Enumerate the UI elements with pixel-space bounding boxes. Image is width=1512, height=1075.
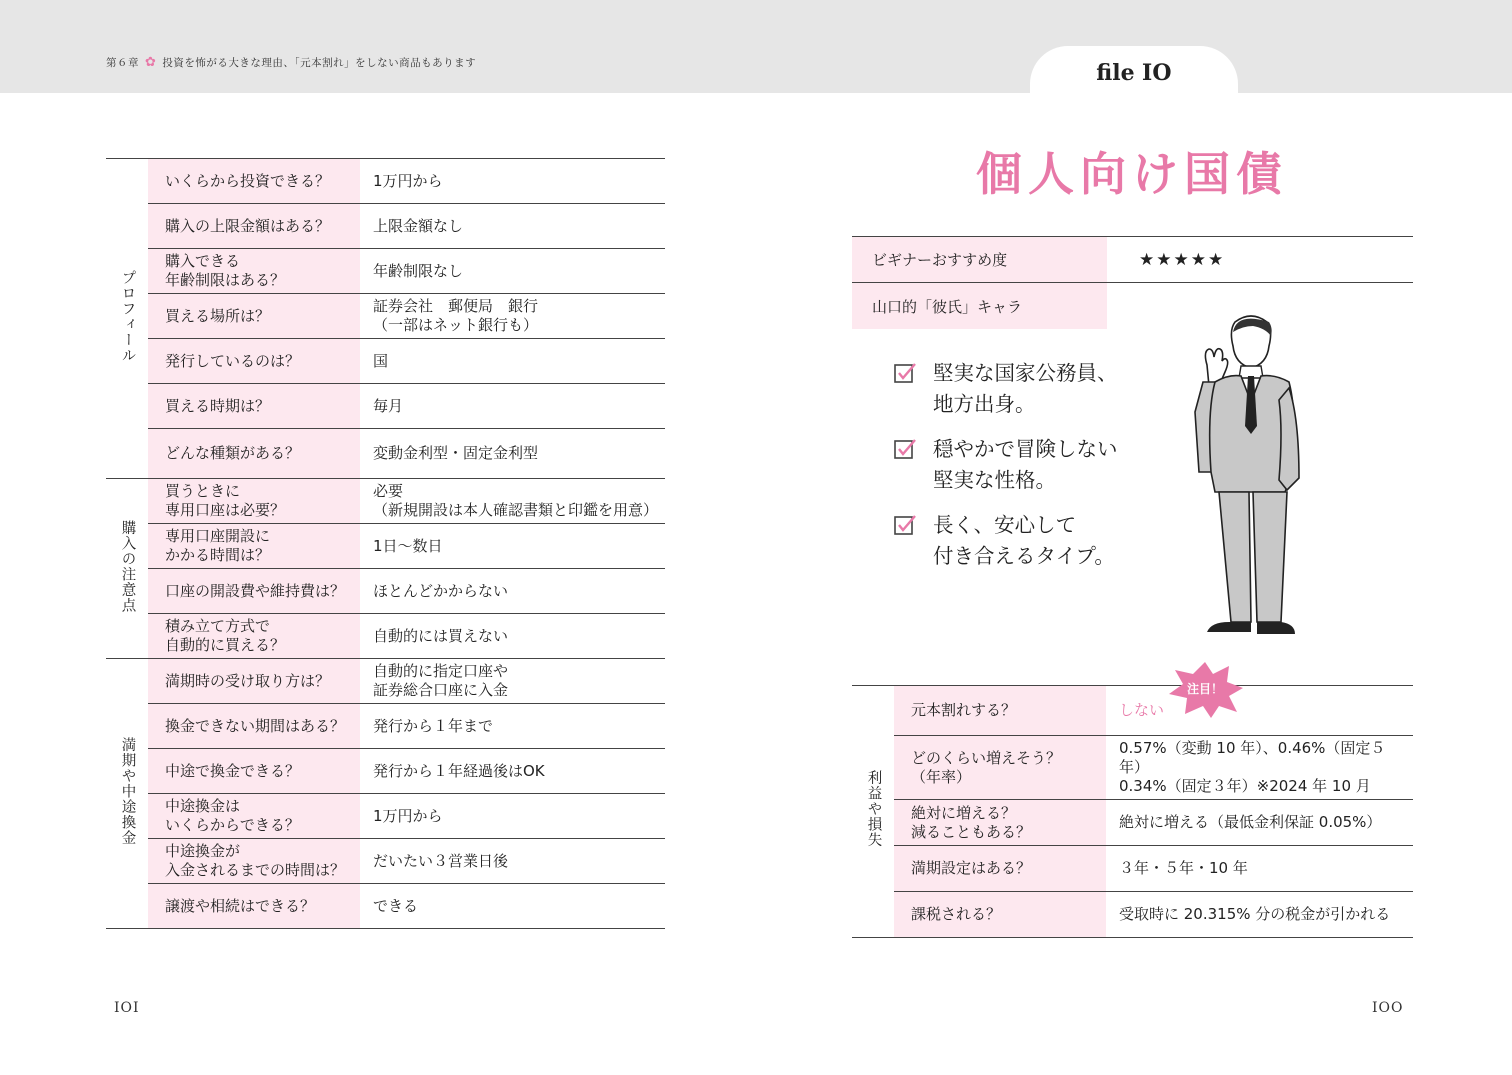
table-row bbox=[106, 749, 665, 794]
table-row bbox=[106, 659, 665, 704]
question-cell: 課税される？ bbox=[894, 892, 1106, 938]
answer-cell: 発行から１年まで bbox=[360, 704, 665, 749]
answer-cell: 0.57%（変動 10 年）、0.46%（固定５年） 0.34%（固定３年）※2024 年 10 月 bbox=[1106, 736, 1413, 800]
answer-cell: 発行から１年経過後はOK bbox=[360, 749, 665, 794]
question-cell: 中途換金は いくらからできる？ bbox=[148, 794, 360, 839]
question-cell: 満期時の受け取り方は？ bbox=[148, 659, 360, 704]
page-title: 個人向け国債 bbox=[976, 147, 1288, 201]
answer-cell: 証券会社 郵便局 銀行 （一部はネット銀行も） bbox=[360, 294, 665, 339]
category-cell bbox=[852, 686, 894, 938]
trait-text: 堅実な国家公務員、 地方出身。 bbox=[933, 361, 1118, 416]
question-cell: 口座の開設費や維持費は？ bbox=[148, 569, 360, 614]
table-row bbox=[106, 159, 665, 204]
answer-cell: 年齢制限なし bbox=[360, 249, 665, 294]
category-label: プロフィール bbox=[119, 269, 136, 363]
chapter-title: 投資を怖がる大きな理由、「元本割れ」をしない商品もあります bbox=[162, 57, 477, 69]
table-row bbox=[106, 524, 665, 569]
table-row bbox=[106, 339, 665, 384]
table-row bbox=[852, 846, 1413, 892]
answer-cell: ほとんどかからない bbox=[360, 569, 665, 614]
file-number: OI bbox=[1142, 60, 1172, 86]
question-cell: いくらから投資できる？ bbox=[148, 159, 360, 204]
table-row bbox=[852, 892, 1413, 938]
question-cell: 買える時期は？ bbox=[148, 384, 360, 429]
trait-item bbox=[893, 434, 1118, 496]
question-cell: 中途換金が 入金されるまでの時間は？ bbox=[148, 839, 360, 884]
table-row bbox=[106, 794, 665, 839]
answer-cell: 受取時に 20.315% 分の税金が引かれる bbox=[1106, 892, 1413, 938]
category-cell bbox=[106, 659, 148, 929]
right-spec-table bbox=[852, 685, 1413, 938]
answer-cell: 絶対に増える（最低金利保証 0.05%） bbox=[1106, 800, 1413, 846]
chapter-number: 第６章 bbox=[106, 57, 139, 69]
attention-badge: 注目！ bbox=[1186, 682, 1223, 696]
table-row bbox=[852, 686, 1413, 736]
question-cell: 買える場所は？ bbox=[148, 294, 360, 339]
file-label bbox=[1030, 60, 1238, 86]
rose-icon: ✿ bbox=[145, 55, 157, 70]
answer-cell: 上限金額なし bbox=[360, 204, 665, 249]
trait-text: 穏やかで冒険しない 堅実な性格。 bbox=[933, 437, 1118, 492]
table-row bbox=[106, 479, 665, 524]
question-cell: 積み立て方式で 自動的に買える？ bbox=[148, 614, 360, 659]
answer-cell: 1万円から bbox=[360, 159, 665, 204]
trait-text: 長く、安心して 付き合えるタイプ。 bbox=[933, 513, 1115, 568]
answer-cell: ３年・５年・10 年 bbox=[1106, 846, 1413, 892]
question-cell: 元本割れする？ bbox=[894, 686, 1106, 736]
question-cell: 中途で換金できる？ bbox=[148, 749, 360, 794]
left-spec-table bbox=[106, 158, 665, 929]
businessman-illustration bbox=[1185, 310, 1315, 650]
answer-cell: 国 bbox=[360, 339, 665, 384]
file-word: file bbox=[1096, 60, 1135, 86]
table-row bbox=[106, 249, 665, 294]
trait-item bbox=[893, 510, 1118, 572]
question-cell: 買うときに 専用口座は必要？ bbox=[148, 479, 360, 524]
page-number-right: IOO bbox=[1372, 1000, 1404, 1016]
star-rating: ★★★★★ bbox=[1107, 237, 1413, 283]
checkbox-icon bbox=[893, 361, 917, 385]
answer-cell: 自動的に指定口座や 証券総合口座に入金 bbox=[360, 659, 665, 704]
checkbox-icon bbox=[893, 437, 917, 461]
rating-table bbox=[852, 236, 1413, 329]
answer-cell: だいたい３営業日後 bbox=[360, 839, 665, 884]
question-cell: 換金できない期間はある？ bbox=[148, 704, 360, 749]
table-row bbox=[106, 614, 665, 659]
table-row bbox=[106, 294, 665, 339]
answer-cell: 必要 （新規開設は本人確認書類と印鑑を用意） bbox=[360, 479, 665, 524]
question-cell: 購入できる 年齢制限はある？ bbox=[148, 249, 360, 294]
trait-item bbox=[893, 358, 1118, 420]
category-label: 購入の注意点 bbox=[119, 519, 136, 613]
top-banner bbox=[0, 0, 1512, 93]
checkbox-icon bbox=[893, 513, 917, 537]
character-row bbox=[852, 283, 1413, 330]
table-row bbox=[106, 204, 665, 249]
question-cell: どんな種類がある？ bbox=[148, 429, 360, 479]
table-row bbox=[106, 704, 665, 749]
file-tab bbox=[1030, 46, 1238, 106]
table-row bbox=[852, 800, 1413, 846]
question-cell: 発行しているのは？ bbox=[148, 339, 360, 384]
category-label: 満期や中途換金 bbox=[119, 736, 136, 846]
category-cell bbox=[106, 159, 148, 479]
table-row bbox=[106, 569, 665, 614]
category-label: 利益や損失 bbox=[865, 770, 882, 848]
table-row bbox=[106, 429, 665, 479]
question-cell: 購入の上限金額はある？ bbox=[148, 204, 360, 249]
page-number-left: IOI bbox=[114, 1000, 140, 1016]
question-cell: どのくらい増えそう？ （年率） bbox=[894, 736, 1106, 800]
table-row bbox=[106, 884, 665, 929]
answer-cell: 毎月 bbox=[360, 384, 665, 429]
running-head bbox=[106, 55, 476, 70]
answer-cell: 自動的には買えない bbox=[360, 614, 665, 659]
answer-cell: しない bbox=[1106, 686, 1413, 736]
answer-cell: できる bbox=[360, 884, 665, 929]
table-row bbox=[106, 839, 665, 884]
answer-cell: 1万円から bbox=[360, 794, 665, 839]
traits-list bbox=[893, 358, 1118, 586]
category-cell bbox=[106, 479, 148, 659]
answer-cell: 変動金利型・固定金利型 bbox=[360, 429, 665, 479]
beginner-row bbox=[852, 237, 1413, 283]
question-cell: 絶対に増える？ 減ることもある？ bbox=[894, 800, 1106, 846]
question-cell: 満期設定はある？ bbox=[894, 846, 1106, 892]
beginner-label: ビギナーおすすめ度 bbox=[852, 237, 1107, 283]
table-row bbox=[852, 736, 1413, 800]
question-cell: 専用口座開設に かかる時間は？ bbox=[148, 524, 360, 569]
character-label: 山口的「彼氏」キャラ bbox=[852, 283, 1107, 330]
question-cell: 譲渡や相続はできる？ bbox=[148, 884, 360, 929]
table-row bbox=[106, 384, 665, 429]
answer-cell: 1日〜数日 bbox=[360, 524, 665, 569]
